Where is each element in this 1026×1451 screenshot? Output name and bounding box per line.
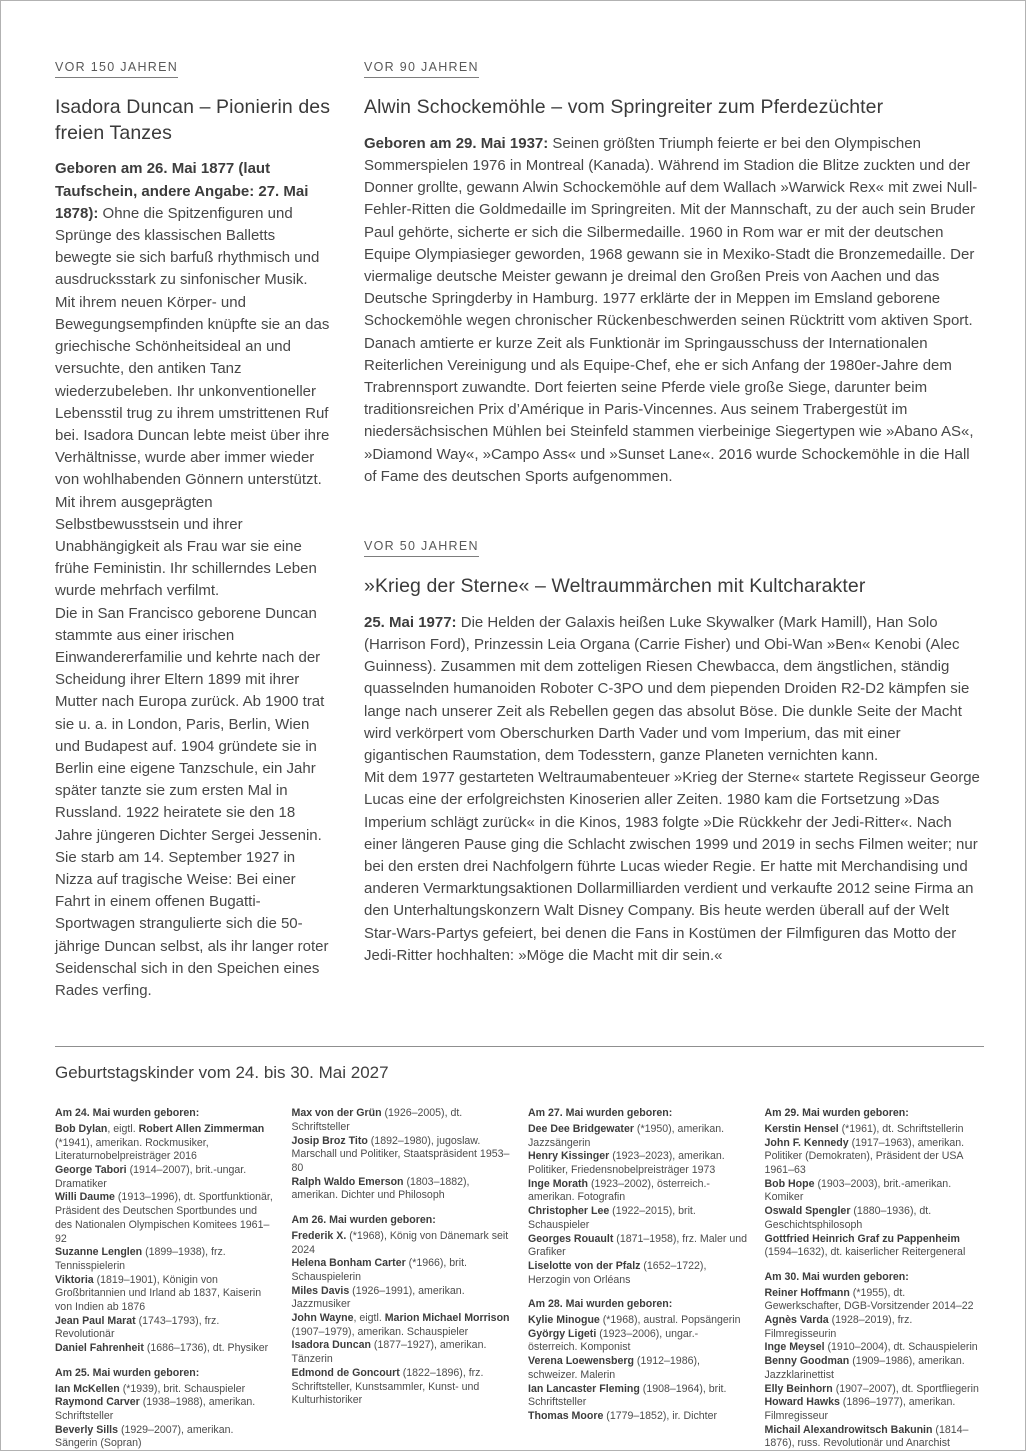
birthday-name: Max von der Grün bbox=[291, 1107, 382, 1120]
birthday-name: Miles Davis bbox=[291, 1284, 350, 1297]
article-body-isadora-duncan bbox=[55, 158, 331, 1002]
birthday-name: Agnès Varda bbox=[764, 1314, 829, 1327]
birthday-entry bbox=[55, 1383, 275, 1397]
birthday-details: (1926–1991), amerikan. Jazzmusiker bbox=[291, 1284, 465, 1311]
birthday-name: Verena Loewensberg bbox=[528, 1355, 634, 1368]
birthday-entry bbox=[55, 1191, 275, 1246]
birthday-details: (*1966), brit. Schauspielerin bbox=[291, 1257, 467, 1283]
birthday-entry bbox=[55, 1123, 275, 1164]
kicker-vor-50-jahren: VOR 50 JAHREN bbox=[364, 539, 479, 557]
birthday-name: John Wayne bbox=[291, 1312, 354, 1325]
birthday-entry bbox=[292, 1312, 512, 1339]
birthday-entry bbox=[528, 1233, 748, 1260]
birthday-entry bbox=[55, 1396, 275, 1423]
birthday-entry bbox=[528, 1123, 748, 1150]
birthday-details: (1923–2006), ungar.-österreich. Komponist bbox=[528, 1327, 699, 1354]
birthday-name: Henry Kissinger bbox=[528, 1150, 610, 1163]
birthday-group-heading: Am 25. Mai wurden geboren: bbox=[55, 1366, 200, 1379]
birthday-entry bbox=[528, 1314, 748, 1328]
birthday-name: George Tabori bbox=[55, 1164, 127, 1176]
birthday-details: (1909–1986), amerikan. Jazzklarinettist bbox=[764, 1355, 965, 1381]
birthday-name: Marion Michael Morrison bbox=[384, 1312, 510, 1325]
birthday-name: Dee Dee Bridgewater bbox=[528, 1122, 634, 1135]
birthday-details: (1779–1852), ir. Dichter bbox=[603, 1409, 717, 1422]
birthday-details: (1819–1901), Königin von Großbritannien und Irland ab 1837, Kaiserin von Indien ab 1876 bbox=[55, 1273, 262, 1314]
birthday-name: Georges Rouault bbox=[528, 1232, 614, 1245]
birthday-entry bbox=[765, 1424, 985, 1451]
birthday-name: Reiner Hoffmann bbox=[764, 1286, 850, 1299]
birthday-entry bbox=[765, 1205, 985, 1232]
birthday-entry bbox=[55, 1315, 275, 1342]
birthday-name: Michail Alexandrowitsch Bakunin bbox=[764, 1423, 933, 1436]
birthday-entry bbox=[765, 1341, 985, 1355]
article-paragraph: Mit dem 1977 gestarteten Weltraumabenteuer »Krieg der Sterne« startete Regisseur George Lucas eine der erfolgreichsten Kinoserien aller Zeiten. 1980 kam die Fortsetzung »Das Imperium schlägt zurück« in die Kinos, 1983 folgte »Die Rückkehr der Jedi-Ritter«. Nach einer längeren Pause ging die Schlacht zwischen 1999 und 2019 in sechs Filmen weiter; nur bei den ersten drei Nachfolgern führte Lucas wieder Regie. Er hatte mit Merchandising und anderen Vermarktungsaktionen Dollarmilliarden verdient und verkaufte 2012 seine Firma an den Unterhaltungskonzern Walt Disney Company. Bis heute werden überall auf der Welt Star-Wars-Partys gefeiert, bei denen die Fans in Kostümen der Filmfiguren das Motto der Jedi-Ritter hochhalten: »Möge die Macht mit dir sein.« bbox=[364, 769, 980, 964]
birthday-details: (*1968), König von Dänemark seit 2024 bbox=[291, 1229, 509, 1256]
birthday-name: Jean Paul Marat bbox=[55, 1314, 136, 1327]
birthday-details: (1913–1996), dt. Sportfunktionär, Präsident des Deutschen Sportbundes und des Nationalen Olympischen Komitees 1961–92 bbox=[55, 1191, 273, 1245]
birthday-details: (1743–1793), frz. Revolutionär bbox=[55, 1314, 220, 1341]
birthday-entry bbox=[528, 1178, 748, 1205]
article-body-krieg-der-sterne bbox=[364, 612, 984, 967]
birthday-details: , eigtl. bbox=[107, 1122, 139, 1135]
birthday-details: (*1950), amerikan. Jazzsängerin bbox=[528, 1122, 725, 1149]
birthday-details: (1923–2002), österreich.-amerikan. Fotografin bbox=[528, 1177, 710, 1204]
article-alwin-schockemoehle bbox=[364, 58, 984, 488]
birthday-entry bbox=[292, 1257, 512, 1284]
birthday-details: (1903–2003), brit.-amerikan. Komiker bbox=[764, 1177, 952, 1204]
birthday-name: Ralph Waldo Emerson bbox=[291, 1175, 404, 1188]
birthday-name: Kylie Minogue bbox=[528, 1314, 600, 1327]
birthday-name: Christopher Lee bbox=[528, 1205, 610, 1218]
birthday-name: John F. Kennedy bbox=[764, 1136, 849, 1149]
birthday-group-heading: Am 30. Mai wurden geboren: bbox=[764, 1270, 909, 1283]
article-paragraph: Geboren am 26. Mai 1877 (laut Taufschein, andere Angabe: 27. Mai 1878): Ohne die Spitzenfiguren und Sprünge des klassischen Balletts bewegte sie sich barfuß rhythmisch und ausdrucksstark zu sinfonischer Musik. Mit ihrem neuen Körper- und Bewegungsempfinden knüpfte sie an das griechische Schönheitsideal an und versuchte, den antiken Tanz wiederzubeleben. Ihr unkonventioneller Lebensstil trug zu ihrem umstrittenen Ruf bei. Isadora Duncan lebte meist über ihre Verhältnisse, wurde aber immer wieder von wohlhabenden Gönnern unterstützt. Mit ihrem ausgeprägten Selbstbewusstsein und ihrer Unabhängigkeit als Frau war sie eine frühe Feministin. Ihr schillerndes Leben wurde mehrfach verfilmt. bbox=[55, 160, 330, 600]
birthday-name: György Ligeti bbox=[528, 1327, 597, 1340]
kicker-vor-150-jahren: VOR 150 JAHREN bbox=[55, 60, 178, 78]
article-krieg-der-sterne bbox=[364, 537, 984, 967]
birthday-entry bbox=[55, 1342, 275, 1356]
birthday-details: (1652–1722), Herzogin von Orléans bbox=[528, 1259, 707, 1286]
birthday-entry bbox=[765, 1178, 985, 1205]
birthday-details: (1892–1980), jugoslaw. Marschall und Politiker, Staatspräsident 1953–80 bbox=[291, 1134, 510, 1174]
birthday-entry bbox=[528, 1328, 748, 1355]
birthdays-section bbox=[55, 1063, 984, 1451]
birthday-entry bbox=[765, 1383, 985, 1397]
birthday-entry bbox=[528, 1205, 748, 1232]
birthday-group-heading: Am 29. Mai wurden geboren: bbox=[764, 1107, 909, 1120]
birthday-details: (1929–2007), amerikan. Sängerin (Sopran) bbox=[55, 1423, 234, 1450]
birthday-column-4 bbox=[765, 1107, 985, 1451]
birthday-details: (1880–1936), dt. Geschichtsphilosoph bbox=[764, 1205, 932, 1231]
birthday-details: (1914–2007), brit.-ungar. Dramatiker bbox=[55, 1164, 247, 1190]
birthday-details: , eigtl. bbox=[353, 1312, 385, 1325]
birthday-details: (1877–1927), amerikan. Tänzerin bbox=[291, 1339, 487, 1366]
birthday-name: Raymond Carver bbox=[55, 1396, 140, 1409]
birthday-name: Helena Bonham Carter bbox=[291, 1257, 406, 1270]
article-paragraph: Die in San Francisco geborene Duncan stammte aus einer irischen Einwandererfamilie und kehrte nach der Scheidung ihrer Eltern 1899 mit ihrer Mutter nach Europa zurück. Ab 1900 trat sie u. a. in London, Paris, Berlin, Wien und Budapest auf. 1904 gründete sie in Berlin eine eigene Tanzschule, ein Jahr später tanzte sie zum ersten Mal in Russland. 1922 heiratete sie den 18 Jahre jüngeren Dichter Sergei Jessenin. Sie starb am 14. September 1927 in Nizza auf tragische Weise: Bei einer Fahrt in einem offenen Bugatti-Sportwagen strangulierte sich die 50-jährige Duncan selbst, als ihr langer roter Seidenschal sich in den Speichen eines Rades verfing. bbox=[55, 604, 329, 999]
birthday-details: (1822–1896), frz. Schriftsteller, Kunstsammler, Kunst- und Kulturhistoriker bbox=[291, 1366, 484, 1407]
birthday-group-heading: Am 26. Mai wurden geboren: bbox=[291, 1214, 436, 1227]
birthday-details: (1922–2015), brit. Schauspieler bbox=[528, 1205, 696, 1231]
birthday-group-heading: Am 24. Mai wurden geboren: bbox=[55, 1107, 200, 1120]
birthday-entry bbox=[528, 1150, 748, 1177]
birthday-details: (1896–1977), amerikan. Filmregisseur bbox=[764, 1396, 956, 1422]
birthdays-title: Geburtstagskinder vom 24. bis 30. Mai 2027 bbox=[55, 1063, 389, 1083]
birthday-details: (1907–1979), amerikan. Schauspieler bbox=[291, 1325, 469, 1338]
birthday-details: (1938–1988), amerikan. Schriftsteller bbox=[55, 1396, 256, 1422]
birthday-details: (1912–1986), schweizer. Malerin bbox=[528, 1355, 700, 1381]
birthday-details: (1899–1938), frz. Tennisspielerin bbox=[55, 1246, 226, 1272]
birthday-entry bbox=[528, 1410, 748, 1424]
birthday-name: Inge Morath bbox=[528, 1177, 589, 1190]
birthday-details: (1917–1963), amerikan. Politiker (Demokraten), Präsident der USA 1961–63 bbox=[764, 1136, 965, 1176]
birthday-name: Howard Hawks bbox=[764, 1396, 840, 1409]
birthday-name: Edmond de Goncourt bbox=[291, 1366, 400, 1379]
birthday-details: (*1941), amerikan. Rockmusiker, Literaturnobelpreisträger 2016 bbox=[55, 1136, 209, 1163]
kicker-vor-90-jahren: VOR 90 JAHREN bbox=[364, 60, 479, 78]
birthday-name: Kerstin Hensel bbox=[764, 1122, 839, 1135]
article-paragraph: 25. Mai 1977: Die Helden der Galaxis heißen Luke Skywalker (Mark Hamill), Han Solo (Harrison Ford), Prinzessin Leia Organa (Carrie Fisher) und Obi-Wan »Ben« Kenobi (Alec Guinness). Zusammen mit dem zotteligen Riesen Chewbacca, dem ängstlichen, ständig quasselnden humanoiden Roboter C-3PO und dem piependen Droiden R2-D2 kämpfen sie lange nach unserer Zeit als Rebellen gegen das absolut Böse. Die dunkle Seite der Macht wird verkörpert vom Oberschurken Darth Vader und vom Imperium, das mit einer gigantischen Raumstation, dem Todesstern, ganze Planeten vernichten kann. bbox=[364, 613, 970, 764]
birthday-name: Liselotte von der Pfalz bbox=[528, 1259, 641, 1272]
birthday-entry bbox=[55, 1274, 275, 1315]
birthday-name: Elly Beinhorn bbox=[764, 1382, 833, 1395]
birthday-name: Bob Dylan bbox=[55, 1122, 108, 1135]
articles-section bbox=[55, 58, 984, 1002]
birthday-name: Viktoria bbox=[55, 1273, 94, 1286]
birthday-details: (*1939), brit. Schauspieler bbox=[119, 1382, 246, 1395]
birthday-name: Oswald Spengler bbox=[764, 1205, 851, 1218]
birthday-entry bbox=[292, 1367, 512, 1408]
section-divider bbox=[55, 1046, 984, 1047]
article-isadora-duncan bbox=[55, 58, 331, 1002]
birthday-column-1 bbox=[55, 1107, 275, 1451]
birthday-entry bbox=[292, 1339, 512, 1366]
article-lead: 25. Mai 1977: bbox=[364, 613, 461, 631]
birthday-column-2 bbox=[292, 1107, 512, 1451]
birthday-entry bbox=[765, 1123, 985, 1137]
birthday-name: Gottfried Heinrich Graf zu Pappenheim bbox=[764, 1232, 960, 1245]
birthday-entry bbox=[292, 1285, 512, 1312]
birthday-name: Ian Lancaster Fleming bbox=[528, 1382, 640, 1395]
article-title-alwin-schockemoehle: Alwin Schockemöhle – vom Springreiter zum Pferdezüchter bbox=[364, 96, 884, 118]
birthday-details: (1923–2023), amerikan. Politiker, Friedensnobelpreisträger 1973 bbox=[528, 1150, 725, 1176]
birthday-entry bbox=[765, 1233, 985, 1260]
article-title-krieg-der-sterne: »Krieg der Sterne« – Weltraummärchen mit Kultcharakter bbox=[364, 574, 866, 597]
birthday-details: (1910–2004), dt. Schauspielerin bbox=[824, 1341, 978, 1354]
birthday-name: Benny Goodman bbox=[764, 1355, 850, 1368]
birthday-details: (1926–2005), dt. Schriftsteller bbox=[291, 1107, 463, 1133]
birthday-details: (1814–1876), russ. Revolutionär und Anarchist bbox=[764, 1423, 969, 1450]
birthday-details: (*1961), dt. Schriftstellerin bbox=[838, 1122, 964, 1135]
article-body-alwin-schockemoehle bbox=[364, 133, 984, 488]
birthday-entry bbox=[528, 1383, 748, 1410]
birthday-entry bbox=[55, 1246, 275, 1273]
birthday-entry bbox=[765, 1314, 985, 1341]
birthday-entry bbox=[292, 1107, 512, 1134]
birthday-details: (1928–2019), frz. Filmregisseurin bbox=[764, 1314, 913, 1340]
article-lead: Geboren am 29. Mai 1937: bbox=[364, 134, 553, 152]
birthday-name: Josip Broz Tito bbox=[291, 1134, 368, 1147]
birthday-entry bbox=[55, 1424, 275, 1451]
birthday-name: Isadora Duncan bbox=[291, 1339, 371, 1352]
birthday-name: Suzanne Lenglen bbox=[55, 1246, 143, 1259]
birthday-entry bbox=[765, 1355, 985, 1382]
article-paragraph: Geboren am 29. Mai 1937: Seinen größten Triumph feierte er bei den Olympischen Sommerspielen 1976 in Montreal (Kanada). Während im Stadion die Blitze zuckten und der Donner grollte, gewann Alwin Schockemöhle auf dem Wallach »Warwick Rex« mit zwei Null-Fehler-Ritten die Goldmedaille im Springreiten. Mit der Mannschaft, zu der auch sein Bruder Paul gehörte, sicherte er sich die Silbermedaille. 1960 in Rom war er mit der deutschen Equipe Olympiasieger geworden, 1968 gewann sie in Mexiko-Stadt die Bronzemedaille. Der viermalige deutsche Meister gewann je dreimal den Großen Preis von Aachen und das Deutsche Springderby in Hamburg. 1977 erklärte der in Meppen im Emsland geborene Schockemöhle wegen chronischer Rückenbeschwerden seinen Rücktritt vom aktiven Sport. Danach amtierte er kurze Zeit als Funktionär im Springausschuss der Internationalen Reiterlichen Vereinigung und als Equipe-Chef, ehe er sich Anfang der 1980er-Jahre dem Trabrennsport zuwandte. Dort feierten seine Pferde viele große Siege, darunter beim traditionsreichen Prix d’Amérique in Paris-Vincennes. Aus seinem Trabergestüt im niedersächsischen Mühlen bei Steinfeld stammen vierbeinige Siegertypen wie »Abano AS«, »Diamond Way«, »Campo Ass« und »Sunset Lane«. 2016 wurde Schockemöhle in die Hall of Fame des deutschen Sports aufgenommen. bbox=[364, 134, 978, 485]
birthday-entry bbox=[292, 1230, 512, 1257]
birthday-entry bbox=[528, 1260, 748, 1287]
birthday-details: (1907–2007), dt. Sportfliegerin bbox=[832, 1382, 979, 1395]
article-title-isadora-duncan: Isadora Duncan – Pionierin des freien Tanzes bbox=[55, 96, 331, 144]
birthday-entry bbox=[528, 1355, 748, 1382]
birthday-name: Frederik X. bbox=[291, 1229, 347, 1242]
birthday-name: Thomas Moore bbox=[528, 1409, 604, 1422]
birthday-details: (*1968), austral. Popsängerin bbox=[599, 1314, 741, 1327]
birthday-name: Robert Allen Zimmerman bbox=[138, 1122, 265, 1135]
birthday-details: (1908–1964), brit. Schriftsteller bbox=[528, 1382, 727, 1409]
birthday-entry bbox=[765, 1137, 985, 1178]
birthday-entry bbox=[765, 1396, 985, 1423]
birthday-group-heading: Am 28. Mai wurden geboren: bbox=[528, 1298, 673, 1311]
article-lead: Geboren am 26. Mai 1877 (laut Taufschein, andere Angabe: 27. Mai 1878): bbox=[55, 160, 309, 222]
birthday-details: (1686–1736), dt. Physiker bbox=[143, 1342, 269, 1355]
right-column bbox=[364, 58, 984, 1002]
birthdays-grid bbox=[55, 1107, 984, 1451]
birthday-name: Ian McKellen bbox=[55, 1382, 120, 1395]
birthday-name: Willi Daume bbox=[55, 1191, 115, 1204]
birthday-name: Beverly Sills bbox=[55, 1423, 119, 1436]
birthday-column-3 bbox=[528, 1107, 748, 1451]
birthday-entry bbox=[292, 1135, 512, 1176]
birthday-details: (1594–1632), dt. kaiserlicher Reitergeneral bbox=[764, 1246, 966, 1259]
birthday-entry bbox=[55, 1164, 275, 1191]
birthday-details: (1871–1958), frz. Maler und Grafiker bbox=[528, 1232, 748, 1259]
birthday-name: Bob Hope bbox=[764, 1177, 815, 1190]
birthday-details: (1803–1882), amerikan. Dichter und Philosoph bbox=[291, 1175, 470, 1202]
birthday-entry bbox=[292, 1176, 512, 1203]
birthday-group-heading: Am 27. Mai wurden geboren: bbox=[528, 1107, 673, 1120]
birthday-entry bbox=[765, 1287, 985, 1314]
birthday-name: Inge Meysel bbox=[764, 1341, 825, 1354]
birthday-name: Daniel Fahrenheit bbox=[55, 1342, 144, 1355]
birthday-details: (*1955), dt. Gewerkschafter, DGB-Vorsitzender 2014–22 bbox=[764, 1286, 974, 1313]
